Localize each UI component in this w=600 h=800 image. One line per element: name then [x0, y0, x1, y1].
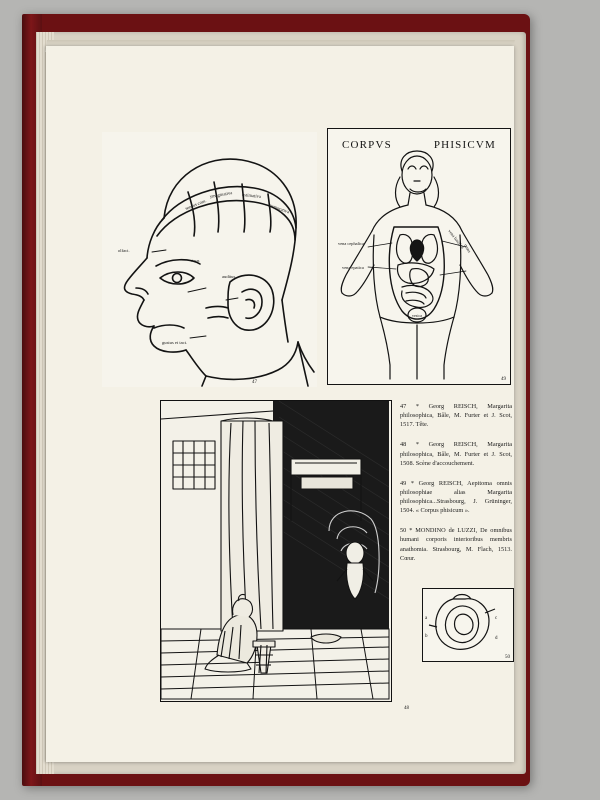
- heart-label-b: b: [425, 634, 428, 639]
- figure-head: [102, 132, 317, 387]
- corpus-heading-left: CORPVS: [341, 139, 392, 151]
- head-label-gustus: gustus et tact.: [162, 340, 188, 345]
- heart-label-c: c: [495, 616, 498, 621]
- corpus-label-renes: renes: [463, 243, 473, 254]
- figure-corpus-phisicum: [327, 128, 511, 385]
- plate-number-47: 47: [252, 380, 257, 385]
- corpus-label-cephalica: vena cephalica: [338, 241, 364, 246]
- corpus-woodcut: [328, 135, 506, 383]
- plate-number-49: 49: [501, 377, 506, 382]
- corpus-label-epatica: vena epatica: [342, 265, 364, 270]
- head-label-olfactus: olfact.: [118, 248, 130, 253]
- page-content: [82, 90, 526, 780]
- figure-birth-scene: [160, 400, 409, 711]
- corpus-label-basilica: vena basilica: [447, 228, 466, 250]
- figure-heart: [422, 588, 514, 662]
- head-label-memorativa: memorativa: [267, 202, 290, 215]
- plate-number-50: 50: [505, 655, 510, 660]
- caption-47: 47 * Georg REISCH, Margarita philosophica, Bâle, M. Furter et J. Scot, 1517. Tête.: [400, 403, 512, 429]
- heart-woodcut: [423, 589, 511, 659]
- head-label-sensus: sensus com.: [184, 197, 207, 211]
- printed-page: [46, 46, 514, 762]
- caption-49: 49 * Georg REISCH, Aepitoma omnis philosophiae alias Margarita philosophica...Strasbourg, J. Grüninger, 1504. « Corpus phisicum ».: [400, 479, 512, 515]
- head-label-auditus: auditus: [222, 274, 236, 279]
- plate-number-48: 48: [404, 706, 409, 711]
- head-label-visus: visus: [190, 258, 200, 263]
- caption-column: [400, 402, 512, 574]
- head-label-estimativa: estimativa: [241, 192, 262, 199]
- head-woodcut: [102, 132, 317, 387]
- heart-label-d: d: [495, 636, 498, 641]
- book: [22, 14, 530, 786]
- corpus-heading-right: PHISICVM: [433, 139, 497, 151]
- head-label-ymaginativa: ymaginativa: [209, 190, 233, 199]
- heart-label-a: a: [425, 616, 428, 621]
- corpus-label-vesica: vesica: [412, 313, 422, 318]
- caption-50: 50 * MONDINO de LUZZI, De omnibus humani corporis interioribus membris anathomia. Strasbourg, M. Flach, 1513. Cœur.: [400, 527, 512, 562]
- caption-48: 48 * Georg REISCH, Margarita philosophica, Bâle, M. Furter et J. Scot, 1508. Scène d'accouchement.: [400, 441, 512, 467]
- birth-scene-woodcut: [161, 401, 389, 699]
